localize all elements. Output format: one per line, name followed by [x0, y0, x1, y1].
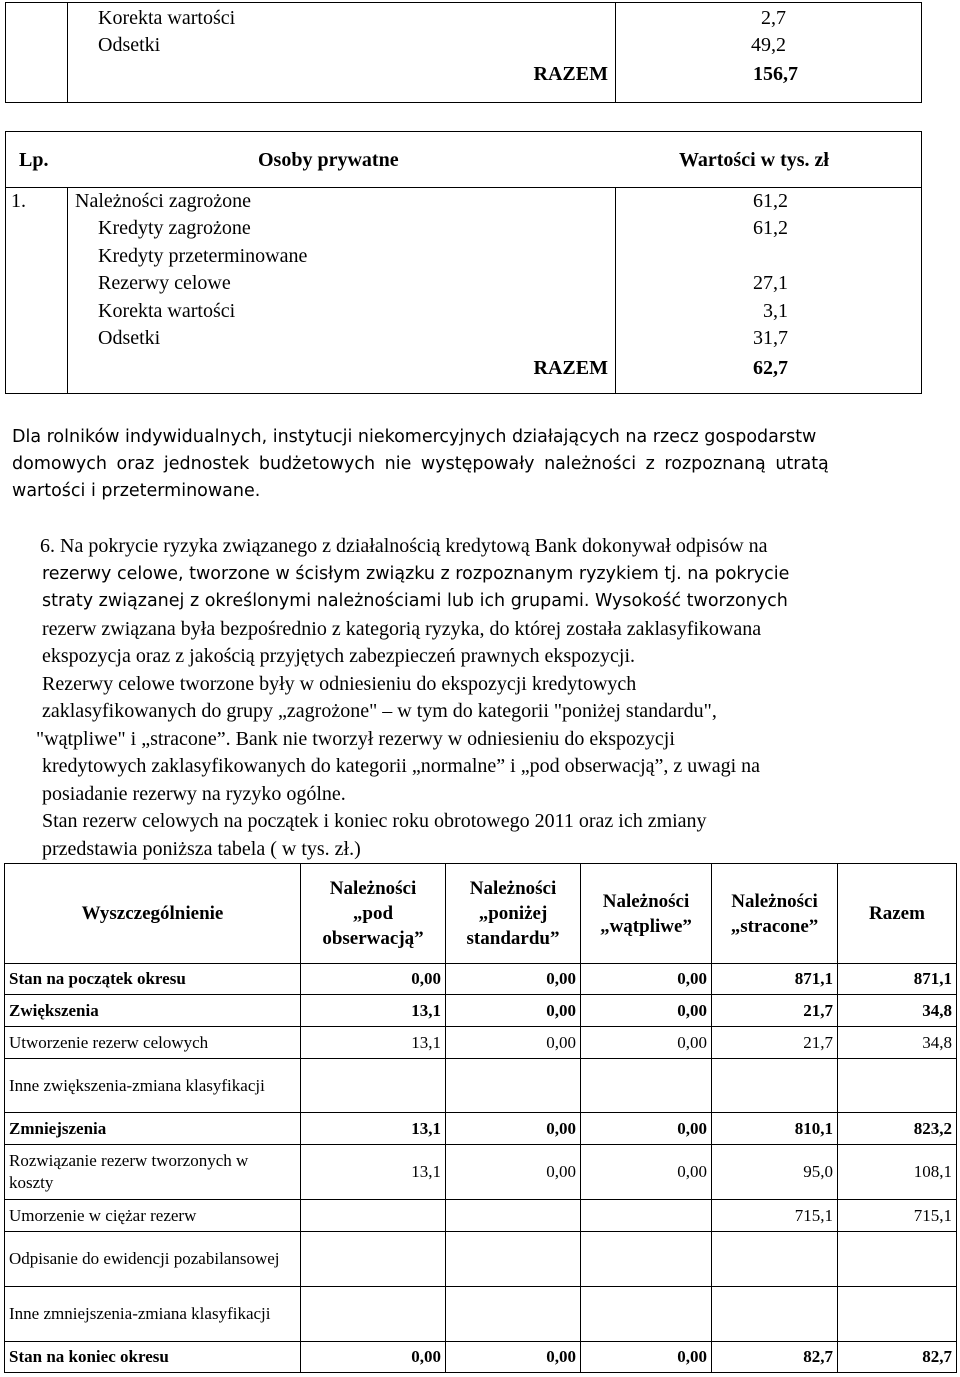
row-value: 27,1 [753, 272, 788, 294]
top-row-label: Odsetki [98, 34, 161, 56]
row-cell [301, 1200, 446, 1232]
row-label: Zwiększenia [5, 995, 301, 1027]
row-cell: 0,00 [446, 1342, 581, 1373]
row-cell: 871,1 [712, 964, 838, 995]
private-table-divider [67, 187, 68, 394]
row-cell: 13,1 [301, 1113, 446, 1145]
top-row-label: Korekta wartości [98, 7, 236, 29]
row-cell [446, 1232, 581, 1287]
row-label: Kredyty przeterminowane [98, 245, 308, 267]
row-value: 3,1 [763, 300, 788, 322]
header-cell-ponizej-standardu [446, 864, 581, 964]
section6-line: Rezerwy celowe tworzone były w odniesieniu do ekspozycji kredytowych [42, 672, 637, 695]
row-cell: 95,0 [712, 1145, 838, 1200]
row-label: Inne zmniejszenia-zmiana klasyfikacji [5, 1287, 301, 1342]
row-label: Stan na początek okresu [5, 964, 301, 995]
row-cell [838, 1059, 957, 1113]
row-cell: 108,1 [838, 1145, 957, 1200]
note-line: wartości i przeterminowane. [12, 481, 261, 501]
row-value: 31,7 [753, 327, 788, 349]
header-line: Należności [602, 890, 690, 912]
row-label: Rezerwy celowe [98, 272, 231, 294]
table-row [5, 1027, 957, 1059]
section6-line: posiadanie rezerwy na ryzyko ogólne. [42, 782, 346, 805]
header-cell-pod-obserwacja [301, 864, 446, 964]
header-line: Należności [329, 878, 417, 899]
table-row [5, 995, 957, 1027]
row-number: 1. [11, 190, 26, 212]
reserves-header-row [5, 864, 957, 964]
row-cell [301, 1287, 446, 1342]
table-row [5, 1232, 957, 1287]
row-cell: 810,1 [712, 1113, 838, 1145]
row-cell [581, 1232, 712, 1287]
header-lp: Lp. [19, 149, 49, 171]
row-label: Utworzenie rezerw celowych [5, 1027, 301, 1059]
header-cell-description: Wyszczególnienie [5, 864, 301, 964]
header-values: Wartości w tys. zł [679, 149, 829, 171]
row-cell: 0,00 [581, 964, 712, 995]
section6-line: ekspozycja oraz z jakością przyjętych zabezpieczeń prawnych ekspozycji. [42, 645, 636, 667]
table-row [5, 1200, 957, 1232]
header-cell-stracone [712, 864, 838, 964]
row-cell: 0,00 [446, 1113, 581, 1145]
row-cell [301, 1059, 446, 1113]
row-cell: 13,1 [301, 995, 446, 1027]
row-cell: 823,2 [838, 1113, 957, 1145]
row-label: Zmniejszenia [5, 1113, 301, 1145]
row-cell: 13,1 [301, 1145, 446, 1200]
row-cell: 21,7 [712, 1027, 838, 1059]
header-name: Osoby prywatne [258, 149, 399, 171]
private-total-value: 62,7 [753, 357, 788, 379]
row-cell: 0,00 [446, 995, 581, 1027]
section-6 [36, 533, 942, 863]
header-cell-watpliwe [581, 864, 712, 964]
row-cell [712, 1287, 838, 1342]
row-label: Rozwiązanie rezerw tworzonych w koszty [5, 1145, 301, 1200]
header-line: standardu” [466, 928, 560, 949]
section6-line: 6. Na pokrycie ryzyka związanego z działalnością kredytową Bank dokonywał odpisów na [40, 535, 768, 557]
row-cell: 34,8 [838, 995, 957, 1027]
row-cell: 13,1 [301, 1027, 446, 1059]
row-cell: 21,7 [712, 995, 838, 1027]
private-table-divider [615, 187, 616, 394]
row-cell: 0,00 [581, 1145, 712, 1200]
row-value: 61,2 [753, 217, 788, 239]
row-cell [581, 1287, 712, 1342]
row-cell: 0,00 [581, 995, 712, 1027]
header-line: obserwacją” [322, 928, 424, 949]
header-line: „pod [352, 903, 394, 924]
section6-line: zaklasyfikowanych do grupy „zagrożone" – w tym do kategorii "poniżej standardu", [42, 700, 717, 722]
top-table-divider [67, 2, 68, 103]
top-total-value: 156,7 [753, 63, 798, 85]
header-line: Należności [469, 878, 557, 899]
header-line: „poniżej [478, 903, 548, 924]
note-paragraph [12, 424, 952, 505]
row-label: Stan na koniec okresu [5, 1342, 301, 1373]
row-label: Należności zagrożone [75, 190, 252, 212]
note-line: domowych oraz jednostek budżetowych nie występowały należności z rozpoznaną utratą [12, 454, 829, 474]
table-row [5, 964, 957, 995]
row-cell [301, 1232, 446, 1287]
row-label: Korekta wartości [98, 300, 236, 322]
top-row-value: 49,2 [751, 34, 786, 56]
section6-line: straty związanej z określonymi należnościami lub ich grupami. Wysokość tworzonych [42, 591, 788, 611]
row-cell [581, 1200, 712, 1232]
section6-line: Stan rezerw celowych na początek i koniec roku obrotowego 2011 oraz ich zmiany [42, 810, 707, 832]
table-row [5, 1342, 957, 1373]
row-cell [581, 1059, 712, 1113]
table-row [5, 1113, 957, 1145]
section6-line: kredytowych zaklasyfikowanych do kategorii „normalne” i „pod obserwacją”, z uwagi na [42, 755, 761, 777]
table-row [5, 1287, 957, 1342]
row-cell: 34,8 [838, 1027, 957, 1059]
row-cell: 715,1 [838, 1200, 957, 1232]
table-row [5, 1059, 957, 1113]
row-cell: 871,1 [838, 964, 957, 995]
top-row-value: 2,7 [761, 7, 786, 29]
row-cell: 715,1 [712, 1200, 838, 1232]
header-line: „stracone” [730, 915, 819, 937]
table-row [5, 1145, 957, 1200]
section6-line: przedstawia poniższa tabela ( w tys. zł.) [42, 837, 361, 860]
header-line: „wątpliwe” [600, 915, 692, 937]
row-label: Kredyty zagrożone [98, 217, 251, 239]
row-cell: 0,00 [581, 1027, 712, 1059]
row-cell [838, 1232, 957, 1287]
row-value: 61,2 [753, 190, 788, 212]
private-total-label: RAZEM [533, 357, 608, 379]
section6-line: rezerw związana była bezpośrednio z kategorią ryzyka, do której została zaklasyfikowana [42, 617, 762, 640]
row-cell [446, 1059, 581, 1113]
top-table-divider [615, 2, 616, 103]
row-cell: 0,00 [446, 964, 581, 995]
header-cell-razem: Razem [838, 864, 957, 964]
row-cell [712, 1232, 838, 1287]
section6-line: rezerwy celowe, tworzone w ścisłym związku z rozpoznanym ryzykiem tj. na pokrycie [42, 563, 790, 584]
row-cell [446, 1287, 581, 1342]
section6-line: "wątpliwe" i „stracone”. Bank nie tworzył rezerwy w odniesieniu do ekspozycji [36, 727, 675, 750]
row-cell: 0,00 [581, 1113, 712, 1145]
row-cell [838, 1287, 957, 1342]
note-line: Dla rolników indywidualnych, instytucji niekomercyjnych działających na rzecz gospodarstw [12, 427, 817, 447]
row-label: Inne zwiększenia-zmiana klasyfikacji [5, 1059, 301, 1113]
row-cell [712, 1059, 838, 1113]
row-cell: 82,7 [838, 1342, 957, 1373]
header-line: Należności [731, 890, 818, 912]
row-label: Odsetki [98, 327, 161, 349]
row-cell: 0,00 [301, 964, 446, 995]
row-cell: 0,00 [301, 1342, 446, 1373]
top-total-label: RAZEM [533, 63, 608, 85]
row-label: Odpisanie do ewidencji pozabilansowej [5, 1232, 301, 1287]
row-cell: 0,00 [581, 1342, 712, 1373]
reserves-table [4, 863, 957, 1373]
row-cell [446, 1200, 581, 1232]
row-cell: 82,7 [712, 1342, 838, 1373]
row-cell: 0,00 [446, 1027, 581, 1059]
row-cell: 0,00 [446, 1145, 581, 1200]
row-label: Umorzenie w ciężar rezerw [5, 1200, 301, 1232]
